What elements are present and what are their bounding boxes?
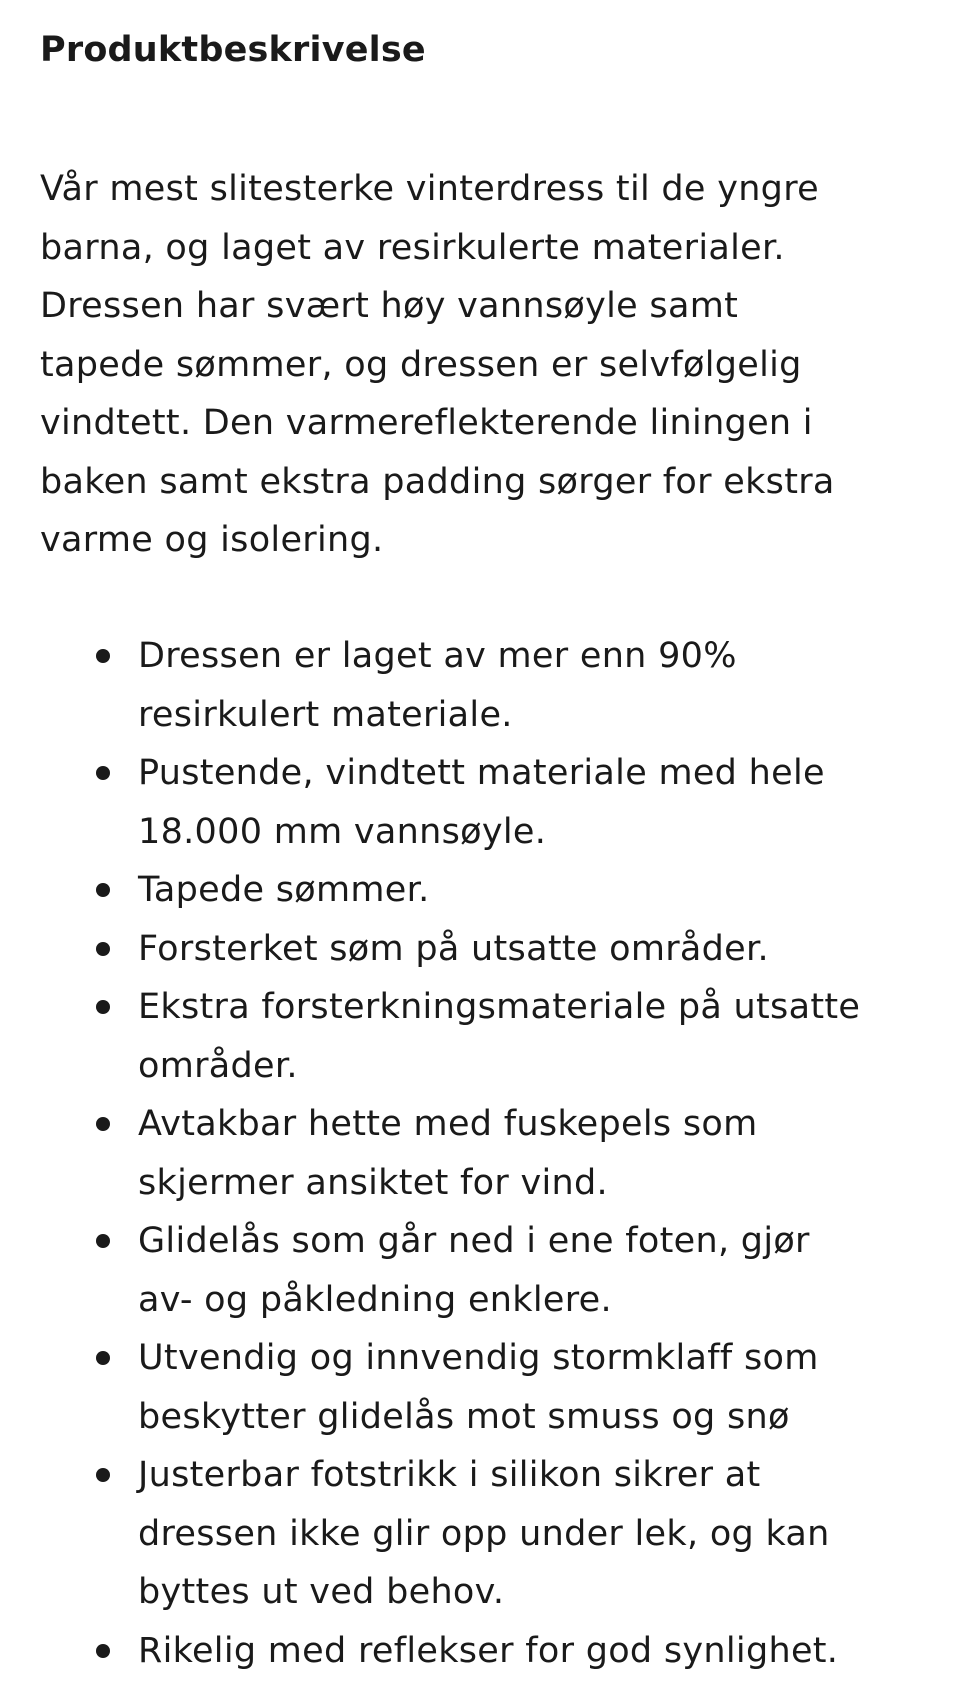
intro-line: varme og isolering. [40,520,384,560]
feature-item [40,1329,940,1446]
intro-line: tapede sømmer, og dressen er selvfølgelig [40,344,802,385]
feature-line: beskytter glidelås mot smuss og snø [138,1396,790,1437]
bullet-icon [96,942,110,956]
feature-line: Glidelås som går ned i ene foten, gjør [138,1221,810,1261]
feature-line: byttes ut ved behov. [138,1572,505,1612]
feature-line: Forsterket søm på utsatte områder. [138,928,769,969]
feature-line: Utvendig og innvendig stormklaff som [138,1338,819,1378]
feature-line: 18.000 mm vannsøyle. [138,811,547,852]
bullet-icon [96,649,110,663]
bullet-icon [96,1644,110,1658]
feature-line: Rikelig med reflekser for god synlighet. [138,1630,839,1671]
feature-line: Ekstra forsterkningsmateriale på utsatte [138,987,861,1027]
feature-item [40,1446,940,1622]
feature-line: Avtakbar hette med fuskepels som [138,1104,758,1144]
feature-item [40,1622,940,1681]
intro-line: barna, og laget av resirkulerte materialer. [40,227,785,268]
bullet-icon [96,1351,110,1365]
intro-line: Vår mest slitesterke vinterdress til de yngre [40,169,819,209]
bullet-icon [96,883,110,897]
feature-line: av- og påkledning enklere. [138,1279,612,1320]
feature-list [40,627,940,1680]
feature-item [40,861,940,920]
bullet-icon [96,766,110,780]
bullet-icon [96,1117,110,1131]
feature-line: skjermer ansiktet for vind. [138,1162,608,1203]
feature-line: resirkulert materiale. [138,694,513,735]
feature-item [40,1095,940,1212]
feature-line: områder. [138,1045,298,1086]
intro-line: baken samt ekstra padding sørger for ekstra [40,461,835,502]
feature-line: Pustende, vindtett materiale med hele [138,753,825,793]
intro-line: Dressen har svært høy vannsøyle samt [40,286,739,326]
bullet-icon [96,1000,110,1014]
feature-item [40,744,940,861]
intro-line: vindtett. Den varmereflekterende liningen i [40,403,813,443]
section-heading: Produktbeskrivelse [40,30,426,70]
intro-paragraph [40,160,920,570]
feature-item [40,920,940,979]
bullet-icon [96,1468,110,1482]
feature-line: Dressen er laget av mer enn 90% [138,636,737,676]
feature-line: dressen ikke glir opp under lek, og kan [138,1513,830,1554]
feature-line: Tapede sømmer. [138,870,430,910]
feature-item [40,978,940,1095]
bullet-icon [96,1234,110,1248]
feature-item [40,627,940,744]
feature-item [40,1212,940,1329]
feature-line: Justerbar fotstrikk i silikon sikrer at [138,1455,761,1495]
